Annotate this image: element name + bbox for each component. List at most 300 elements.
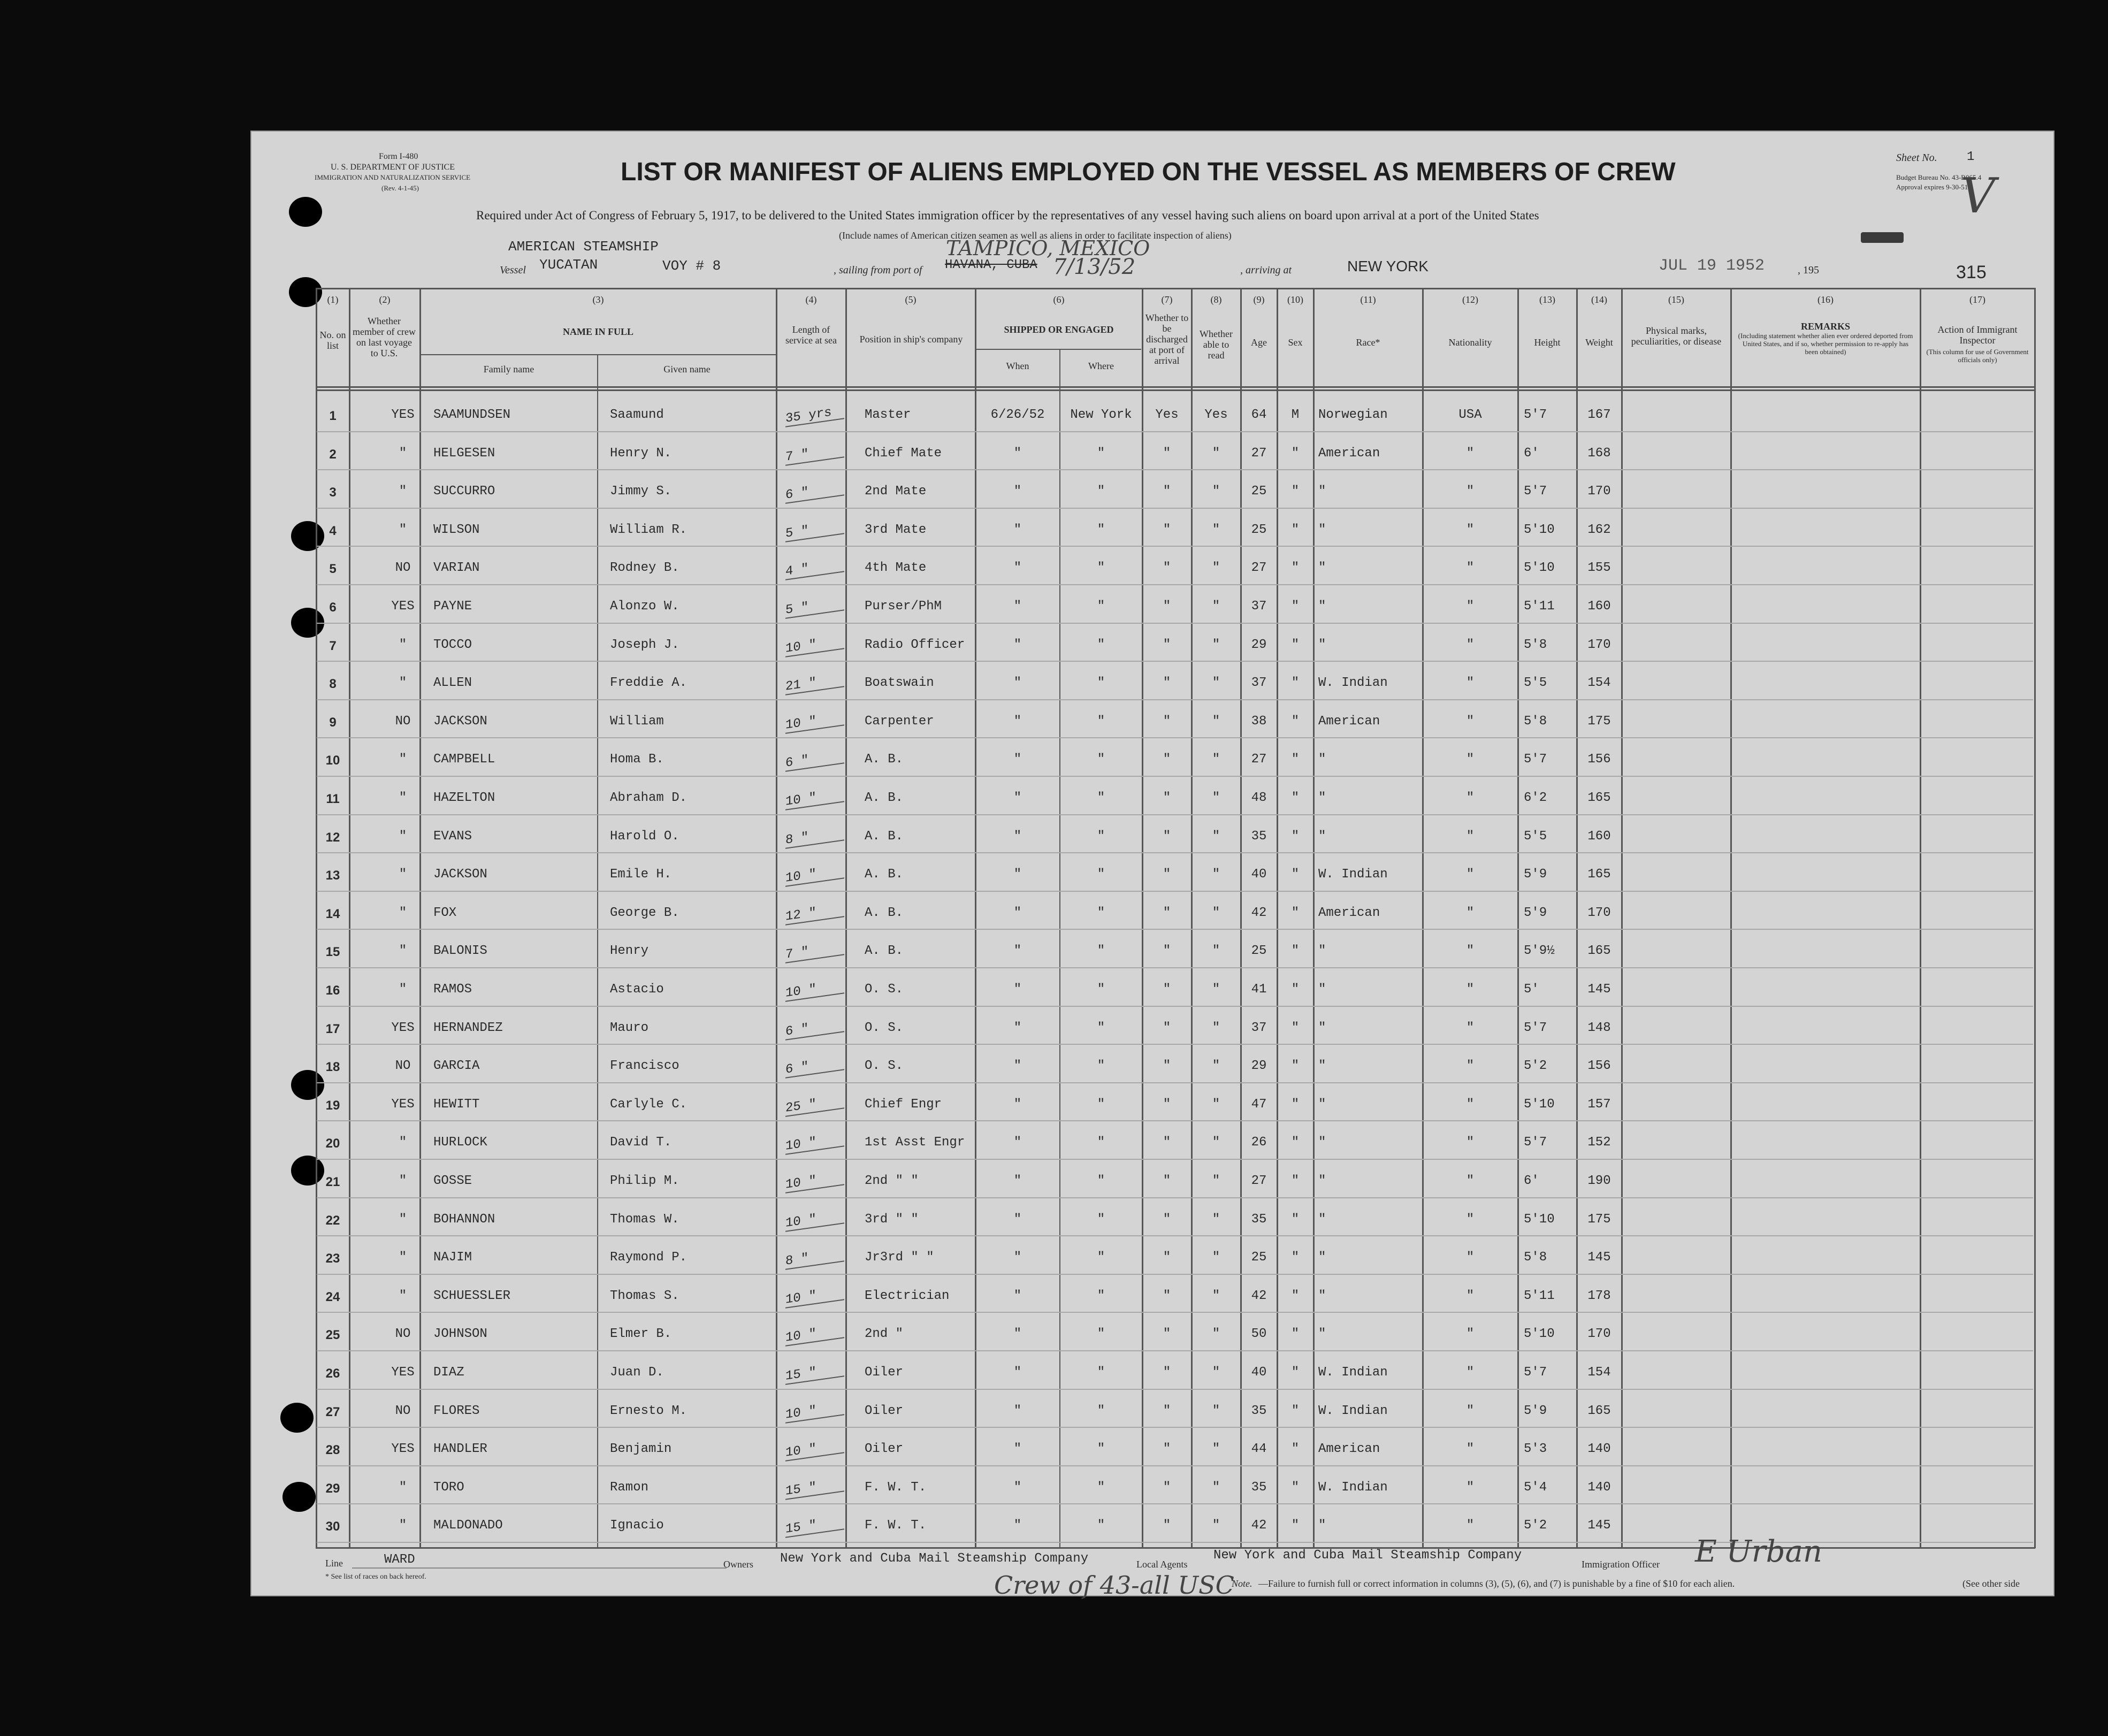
weight: 165 <box>1587 867 1611 882</box>
age: 50 <box>1251 1327 1267 1342</box>
col-14-label: Weight <box>1585 337 1613 348</box>
age: 47 <box>1251 1097 1267 1112</box>
age: 29 <box>1251 1059 1267 1074</box>
able-to-read: " <box>1212 905 1220 920</box>
age: 27 <box>1251 1174 1267 1188</box>
crew-member-last-voyage: " <box>399 1518 407 1533</box>
age: 35 <box>1251 829 1267 844</box>
to-be-discharged: " <box>1163 1365 1171 1380</box>
col-17-sublabel: (This column for use of Government officials only) <box>1926 348 2029 364</box>
sex: " <box>1291 1174 1300 1188</box>
to-be-discharged: " <box>1163 446 1171 461</box>
row-separator <box>317 1197 2033 1198</box>
col-divider <box>349 288 350 1548</box>
shipped-when: " <box>1013 1059 1022 1074</box>
given-name: Mauro <box>610 1020 649 1035</box>
ship-position: 2nd " " <box>865 1174 919 1188</box>
given-name: Philip M. <box>610 1174 679 1188</box>
race: " <box>1318 982 1326 997</box>
row-separator <box>317 1044 2033 1045</box>
nationality: " <box>1466 1059 1475 1074</box>
weight: 157 <box>1587 1097 1611 1112</box>
crew-member-last-voyage: " <box>399 637 407 652</box>
shipped-when: " <box>1013 561 1022 576</box>
shipped-where: " <box>1097 1442 1105 1457</box>
crew-member-last-voyage: NO <box>395 1403 411 1418</box>
crew-member-last-voyage: YES <box>391 1442 415 1457</box>
weight: 152 <box>1587 1135 1611 1150</box>
family-name: CAMPBELL <box>433 752 495 767</box>
shipped-when: " <box>1013 522 1022 537</box>
crew-member-last-voyage: " <box>399 1288 407 1303</box>
departure-date: 7/13/52 <box>1053 255 1136 279</box>
shipped-when: " <box>1013 1403 1022 1418</box>
sex: " <box>1291 1135 1300 1150</box>
weight: 140 <box>1587 1480 1611 1495</box>
nationality: " <box>1466 867 1475 882</box>
owners-value: New York and Cuba Mail Steamship Company <box>780 1551 1089 1566</box>
able-to-read: " <box>1212 637 1220 652</box>
shipped-where: " <box>1097 1135 1105 1150</box>
ship-position: Jr3rd " " <box>865 1250 934 1265</box>
family-name: MALDONADO <box>433 1518 503 1533</box>
col-12-label: Nationality <box>1448 337 1492 348</box>
given-name: Ignacio <box>610 1518 664 1533</box>
family-name: SUCCURRO <box>433 484 495 499</box>
able-to-read: " <box>1212 1250 1220 1265</box>
sex: " <box>1291 752 1300 767</box>
length-of-service: 21 " <box>785 671 844 695</box>
crew-member-last-voyage: NO <box>395 1059 411 1074</box>
shipped-when: " <box>1013 1327 1022 1342</box>
age: 44 <box>1251 1442 1267 1457</box>
age: 38 <box>1251 714 1267 729</box>
row-separator <box>317 814 2033 815</box>
shipped-where: " <box>1097 561 1105 576</box>
ship-position: A. B. <box>865 944 904 959</box>
shipped-where: " <box>1097 1250 1105 1265</box>
row-number: 3 <box>329 485 337 500</box>
ship-position: O. S. <box>865 982 904 997</box>
vessel-name: YUCATAN <box>539 257 598 273</box>
family-name: VARIAN <box>433 561 480 576</box>
given-name: Emile H. <box>610 867 672 882</box>
length-of-service: 10 " <box>785 1131 844 1155</box>
height: 5'7 <box>1524 1365 1547 1380</box>
ship-position: Master <box>865 408 911 422</box>
crew-member-last-voyage: " <box>399 484 407 499</box>
to-be-discharged: " <box>1163 752 1171 767</box>
sex: " <box>1291 791 1300 805</box>
ship-position: F. W. T. <box>865 1518 927 1533</box>
family-name: HEWITT <box>433 1097 480 1112</box>
able-to-read: " <box>1212 1403 1220 1418</box>
length-of-service: 10 " <box>785 863 844 886</box>
nationality: USA <box>1458 408 1482 422</box>
height: 5'10 <box>1524 1327 1555 1342</box>
shipped-where: " <box>1097 752 1105 767</box>
vessel-label: Vessel <box>500 264 526 276</box>
length-of-service: 10 " <box>785 1437 844 1461</box>
age: 35 <box>1251 1403 1267 1418</box>
row-number: 12 <box>325 830 340 845</box>
arrival-port: NEW YORK <box>1347 258 1429 274</box>
race: W. Indian <box>1318 1480 1388 1495</box>
nationality: " <box>1466 1212 1475 1227</box>
sex: " <box>1291 714 1300 729</box>
family-name: GARCIA <box>433 1059 480 1074</box>
row-separator <box>317 1274 2033 1275</box>
ship-position: 2nd " <box>865 1327 904 1342</box>
crew-member-last-voyage: NO <box>395 714 411 729</box>
row-number: 30 <box>325 1519 340 1534</box>
shipped-where: " <box>1097 791 1105 805</box>
crew-member-last-voyage: " <box>399 446 407 461</box>
row-number: 16 <box>325 983 340 998</box>
col-divider <box>1240 288 1242 1548</box>
race: American <box>1318 1442 1380 1457</box>
to-be-discharged: " <box>1163 1442 1171 1457</box>
race: " <box>1318 1097 1326 1112</box>
nationality: " <box>1466 1403 1475 1418</box>
height: 5'8 <box>1524 637 1547 652</box>
col-4-label: Length of service at sea <box>785 324 837 346</box>
height: 5'10 <box>1524 1212 1555 1227</box>
row-number: 27 <box>325 1404 340 1419</box>
row-separator <box>317 508 2033 509</box>
row-separator <box>317 1389 2033 1390</box>
crew-member-last-voyage: " <box>399 1480 407 1495</box>
shipped-where: " <box>1097 1174 1105 1188</box>
weight: 170 <box>1587 1327 1611 1342</box>
length-of-service: 6 " <box>785 480 844 503</box>
crew-member-last-voyage: NO <box>395 1327 411 1342</box>
race: " <box>1318 1174 1326 1188</box>
age: 25 <box>1251 944 1267 959</box>
nationality: " <box>1466 522 1475 537</box>
sex: " <box>1291 1327 1300 1342</box>
row-separator <box>317 1427 2033 1428</box>
shipped-where: " <box>1097 714 1105 729</box>
height: 6' <box>1524 446 1539 461</box>
sex: " <box>1291 1518 1300 1533</box>
race: Norwegian <box>1318 408 1388 422</box>
height: 5'9 <box>1524 867 1547 882</box>
given-name: William <box>610 714 664 729</box>
family-name: HAZELTON <box>433 791 495 805</box>
manifest-sheet <box>250 131 2054 1600</box>
able-to-read: " <box>1212 944 1220 959</box>
to-be-discharged: " <box>1163 599 1171 614</box>
given-name: Ernesto M. <box>610 1403 688 1418</box>
row-number: 8 <box>329 677 337 692</box>
arrival-date-stamp: JUL 19 1952 <box>1659 257 1765 275</box>
crew-member-last-voyage: " <box>399 867 407 882</box>
row-number: 1 <box>329 409 337 423</box>
weight: 154 <box>1587 1365 1611 1380</box>
col-5-number: (5) <box>905 294 916 305</box>
row-number: 9 <box>329 715 337 730</box>
sex: " <box>1291 982 1300 997</box>
ship-position: Purser/PhM <box>865 599 942 614</box>
crew-member-last-voyage: " <box>399 944 407 959</box>
able-to-read: " <box>1212 1059 1220 1074</box>
row-separator <box>317 1503 2033 1504</box>
crew-note: Crew of 43-all USC <box>994 1571 1234 1600</box>
able-to-read: " <box>1212 599 1220 614</box>
shipped-when: " <box>1013 1365 1022 1380</box>
punch-hole <box>280 1403 314 1433</box>
sex: " <box>1291 1059 1300 1074</box>
nationality: " <box>1466 1135 1475 1150</box>
age: 40 <box>1251 867 1267 882</box>
row-number: 25 <box>325 1328 340 1343</box>
given-name: Alonzo W. <box>610 599 679 614</box>
age: 40 <box>1251 1365 1267 1380</box>
ship-position: Radio Officer <box>865 637 965 652</box>
shipped-when: " <box>1013 446 1022 461</box>
race: " <box>1318 599 1326 614</box>
struck-out-mark <box>1861 232 1904 243</box>
ship-position: 2nd Mate <box>865 484 927 499</box>
shipped-where: " <box>1097 1288 1105 1303</box>
shipped-where: New York <box>1070 408 1132 422</box>
row-number: 20 <box>325 1136 340 1151</box>
crew-member-last-voyage: " <box>399 1212 407 1227</box>
row-number: 5 <box>329 562 337 577</box>
shipped-when: " <box>1013 484 1022 499</box>
given-name: Freddie A. <box>610 676 688 691</box>
race: " <box>1318 484 1326 499</box>
ship-position: A. B. <box>865 867 904 882</box>
height: 5'7 <box>1524 1020 1547 1035</box>
nationality: " <box>1466 752 1475 767</box>
given-name: Thomas W. <box>610 1212 679 1227</box>
length-of-service: 10 " <box>785 633 844 657</box>
age: 29 <box>1251 637 1267 652</box>
able-to-read: " <box>1212 1480 1220 1495</box>
given-name: Abraham D. <box>610 791 688 805</box>
able-to-read: " <box>1212 676 1220 691</box>
sex: " <box>1291 1365 1300 1380</box>
row-number: 6 <box>329 600 337 615</box>
shipped-when: 6/26/52 <box>990 408 1045 422</box>
weight: 155 <box>1587 561 1611 576</box>
race: " <box>1318 944 1326 959</box>
race: " <box>1318 1288 1326 1303</box>
shipped-where: " <box>1097 522 1105 537</box>
nationality: " <box>1466 714 1475 729</box>
row-separator <box>317 1350 2033 1351</box>
weight: 140 <box>1587 1442 1611 1457</box>
row-number: 11 <box>326 792 340 806</box>
to-be-discharged: " <box>1163 1403 1171 1418</box>
sex: " <box>1291 1288 1300 1303</box>
to-be-discharged: " <box>1163 791 1171 805</box>
row-separator <box>317 929 2033 930</box>
to-be-discharged: " <box>1163 561 1171 576</box>
to-be-discharged: " <box>1163 637 1171 652</box>
sex: " <box>1291 1403 1300 1418</box>
shipped-subheader-line <box>975 349 1141 350</box>
shipped-when: " <box>1013 1250 1022 1265</box>
row-number: 17 <box>325 1021 340 1036</box>
height: 6'2 <box>1524 791 1547 805</box>
col-divider <box>845 288 847 1548</box>
col-divider <box>1313 288 1315 1548</box>
ship-position: A. B. <box>865 791 904 805</box>
nationality: " <box>1466 982 1475 997</box>
shipped-where: " <box>1097 829 1105 844</box>
col-7-number: (7) <box>1161 294 1173 305</box>
length-of-service: 10 " <box>785 1284 844 1308</box>
given-name: Jimmy S. <box>610 484 672 499</box>
race: " <box>1318 522 1326 537</box>
col-divider <box>1730 288 1732 1548</box>
sex: " <box>1291 637 1300 652</box>
row-separator <box>317 737 2033 738</box>
row-number: 19 <box>325 1098 340 1113</box>
weight: 160 <box>1587 829 1611 844</box>
sex: " <box>1291 829 1300 844</box>
row-separator <box>317 1120 2033 1121</box>
length-of-service: 15 " <box>785 1515 844 1538</box>
col-2-number: (2) <box>379 294 391 305</box>
able-to-read: " <box>1212 1288 1220 1303</box>
note-label: Note. <box>1232 1578 1252 1589</box>
given-name: Ramon <box>610 1480 649 1495</box>
row-separator <box>317 891 2033 892</box>
col-divider <box>1422 288 1424 1548</box>
family-name: EVANS <box>433 829 472 844</box>
shipped-when: " <box>1013 1518 1022 1533</box>
col-16-number: (16) <box>1817 294 1834 305</box>
shipped-where-header: Where <box>1088 361 1114 371</box>
length-of-service: 8 " <box>785 825 844 848</box>
col-9-label: Age <box>1251 337 1267 348</box>
nationality: " <box>1466 1327 1475 1342</box>
able-to-read: " <box>1212 1327 1220 1342</box>
col-10-number: (10) <box>1287 294 1303 305</box>
shipped-where: " <box>1097 1097 1105 1112</box>
able-to-read: " <box>1212 1174 1220 1188</box>
officer-label: Immigration Officer <box>1582 1559 1660 1570</box>
length-of-service: 10 " <box>785 786 844 810</box>
age: 25 <box>1251 484 1267 499</box>
col-11-number: (11) <box>1360 294 1376 305</box>
race: " <box>1318 829 1326 844</box>
line-underline <box>352 1567 727 1569</box>
row-separator <box>317 1082 2033 1083</box>
weight: 170 <box>1587 905 1611 920</box>
family-name: GOSSE <box>433 1174 472 1188</box>
col-divider <box>1191 288 1193 1548</box>
given-name: David T. <box>610 1135 672 1150</box>
length-of-service: 6 " <box>785 1016 844 1040</box>
weight: 170 <box>1587 484 1611 499</box>
shipped-where: " <box>1097 637 1105 652</box>
shipped-where: " <box>1097 1518 1105 1533</box>
sex: " <box>1291 446 1300 461</box>
family-name: FOX <box>433 905 457 920</box>
weight: 175 <box>1587 1212 1611 1227</box>
crew-member-last-voyage: NO <box>395 561 411 576</box>
age: 48 <box>1251 791 1267 805</box>
col-11-label: Race* <box>1356 337 1380 348</box>
race: W. Indian <box>1318 676 1388 691</box>
able-to-read: " <box>1212 791 1220 805</box>
height: 5'8 <box>1524 1250 1547 1265</box>
family-name: PAYNE <box>433 599 472 614</box>
length-of-service: 35 yrs <box>785 403 844 427</box>
given-name: Astacio <box>610 982 664 997</box>
col-13-number: (13) <box>1539 294 1555 305</box>
given-name: Raymond P. <box>610 1250 688 1265</box>
height: 5'11 <box>1524 1288 1555 1303</box>
weight: 162 <box>1587 522 1611 537</box>
weight: 167 <box>1587 408 1611 422</box>
ship-position: Oiler <box>865 1442 904 1457</box>
ship-position: Boatswain <box>865 676 934 691</box>
row-number: 23 <box>325 1251 340 1266</box>
given-name: George B. <box>610 905 679 920</box>
punch-hole <box>289 197 322 227</box>
given-name: Thomas S. <box>610 1288 679 1303</box>
row-separator <box>317 1235 2033 1236</box>
ship-position: A. B. <box>865 905 904 920</box>
col-divider <box>1142 288 1143 1548</box>
to-be-discharged: " <box>1163 714 1171 729</box>
manifest-title: LIST OR MANIFEST OF ALIENS EMPLOYED ON THE VESSEL AS MEMBERS OF CREW <box>621 158 1676 186</box>
weight: 154 <box>1587 676 1611 691</box>
length-of-service: 12 " <box>785 901 844 925</box>
shipped-where: " <box>1097 676 1105 691</box>
col-8-label: Whether able to read <box>1200 328 1233 361</box>
row-separator <box>317 699 2033 700</box>
col-5-label: Position in ship's company <box>859 334 963 345</box>
given-name: Francisco <box>610 1059 679 1074</box>
length-of-service: 25 " <box>785 1093 844 1116</box>
officer-signature: E Urban <box>1695 1534 1822 1569</box>
height: 5'9 <box>1524 1403 1547 1418</box>
height: 5'2 <box>1524 1059 1547 1074</box>
col-divider <box>1277 288 1278 1548</box>
col-12-number: (12) <box>1462 294 1478 305</box>
height: 5'10 <box>1524 561 1555 576</box>
see-other-side: (See other side <box>1962 1578 2020 1589</box>
to-be-discharged: " <box>1163 522 1171 537</box>
race: " <box>1318 1518 1326 1533</box>
required-statement: Required under Act of Congress of February 5, 1917, to be delivered to the United States immigration officer by the representatives of any vessel having such aliens on board upon arrival at a port of the United States <box>476 209 1539 222</box>
age: 27 <box>1251 561 1267 576</box>
col-17-label: Action of Immigrant Inspector <box>1937 324 2018 346</box>
given-name-header: Given name <box>663 364 711 374</box>
row-separator <box>317 623 2033 624</box>
shipped-when: " <box>1013 599 1022 614</box>
family-name: HURLOCK <box>433 1135 487 1150</box>
nationality: " <box>1466 1365 1475 1380</box>
sex: " <box>1291 867 1300 882</box>
family-name: JACKSON <box>433 714 487 729</box>
crew-member-last-voyage: YES <box>391 1020 415 1035</box>
shipped-where: " <box>1097 1365 1105 1380</box>
col-14-number: (14) <box>1591 294 1607 305</box>
sex: " <box>1291 1480 1300 1495</box>
age: 35 <box>1251 1212 1267 1227</box>
row-separator <box>317 967 2033 968</box>
height: 5'7 <box>1524 484 1547 499</box>
crew-member-last-voyage: " <box>399 752 407 767</box>
